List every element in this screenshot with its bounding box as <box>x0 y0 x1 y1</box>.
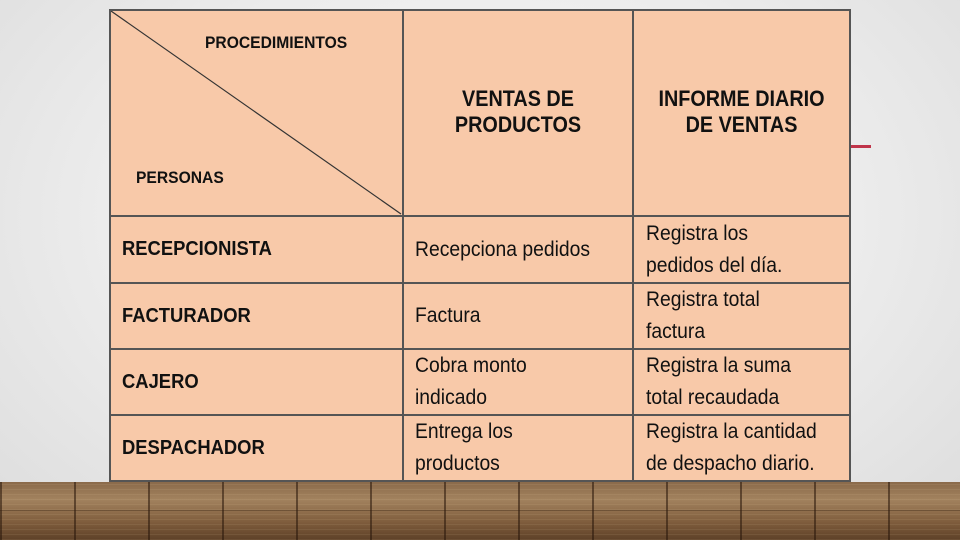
table-border-left <box>109 9 111 482</box>
column-divider-2 <box>632 9 634 482</box>
column-header-ventas: VENTAS DE PRODUCTOS <box>454 85 582 137</box>
corner-row-header: PERSONAS <box>136 168 224 187</box>
table-border-bottom <box>109 480 851 482</box>
column-divider-1 <box>402 9 404 482</box>
wood-floor-background <box>0 482 960 540</box>
cell-informe-facturador: Registra total factura <box>646 288 760 343</box>
cell-informe-cajero: Registra la suma total recaudada <box>646 354 791 409</box>
floor-seam <box>0 510 960 511</box>
cell-ventas-cajero: Cobra monto indicado <box>415 354 527 409</box>
corner-column-header: PROCEDIMIENTOS <box>205 33 348 52</box>
row-label-cajero: CAJERO <box>122 370 199 393</box>
table-border-top <box>109 9 851 11</box>
row-label-despachador: DESPACHADOR <box>122 436 265 459</box>
row-label-recepcionista: RECEPCIONISTA <box>122 238 272 260</box>
cell-informe-recepcionista: Registra los pedidos del día. <box>646 221 783 277</box>
column-header-informe: INFORME DIARIO DE VENTAS <box>658 85 825 137</box>
row-label-facturador: FACTURADOR <box>122 304 251 327</box>
cell-ventas-despachador: Entrega los productos <box>415 420 513 475</box>
accent-bar <box>850 145 871 148</box>
cell-ventas-facturador: Factura <box>415 304 481 327</box>
cell-informe-despachador: Registra la cantidad de despacho diario. <box>646 420 817 475</box>
table-border-right <box>849 9 851 482</box>
cell-ventas-recepcionista: Recepciona pedidos <box>415 237 591 261</box>
procedures-table <box>109 9 851 482</box>
